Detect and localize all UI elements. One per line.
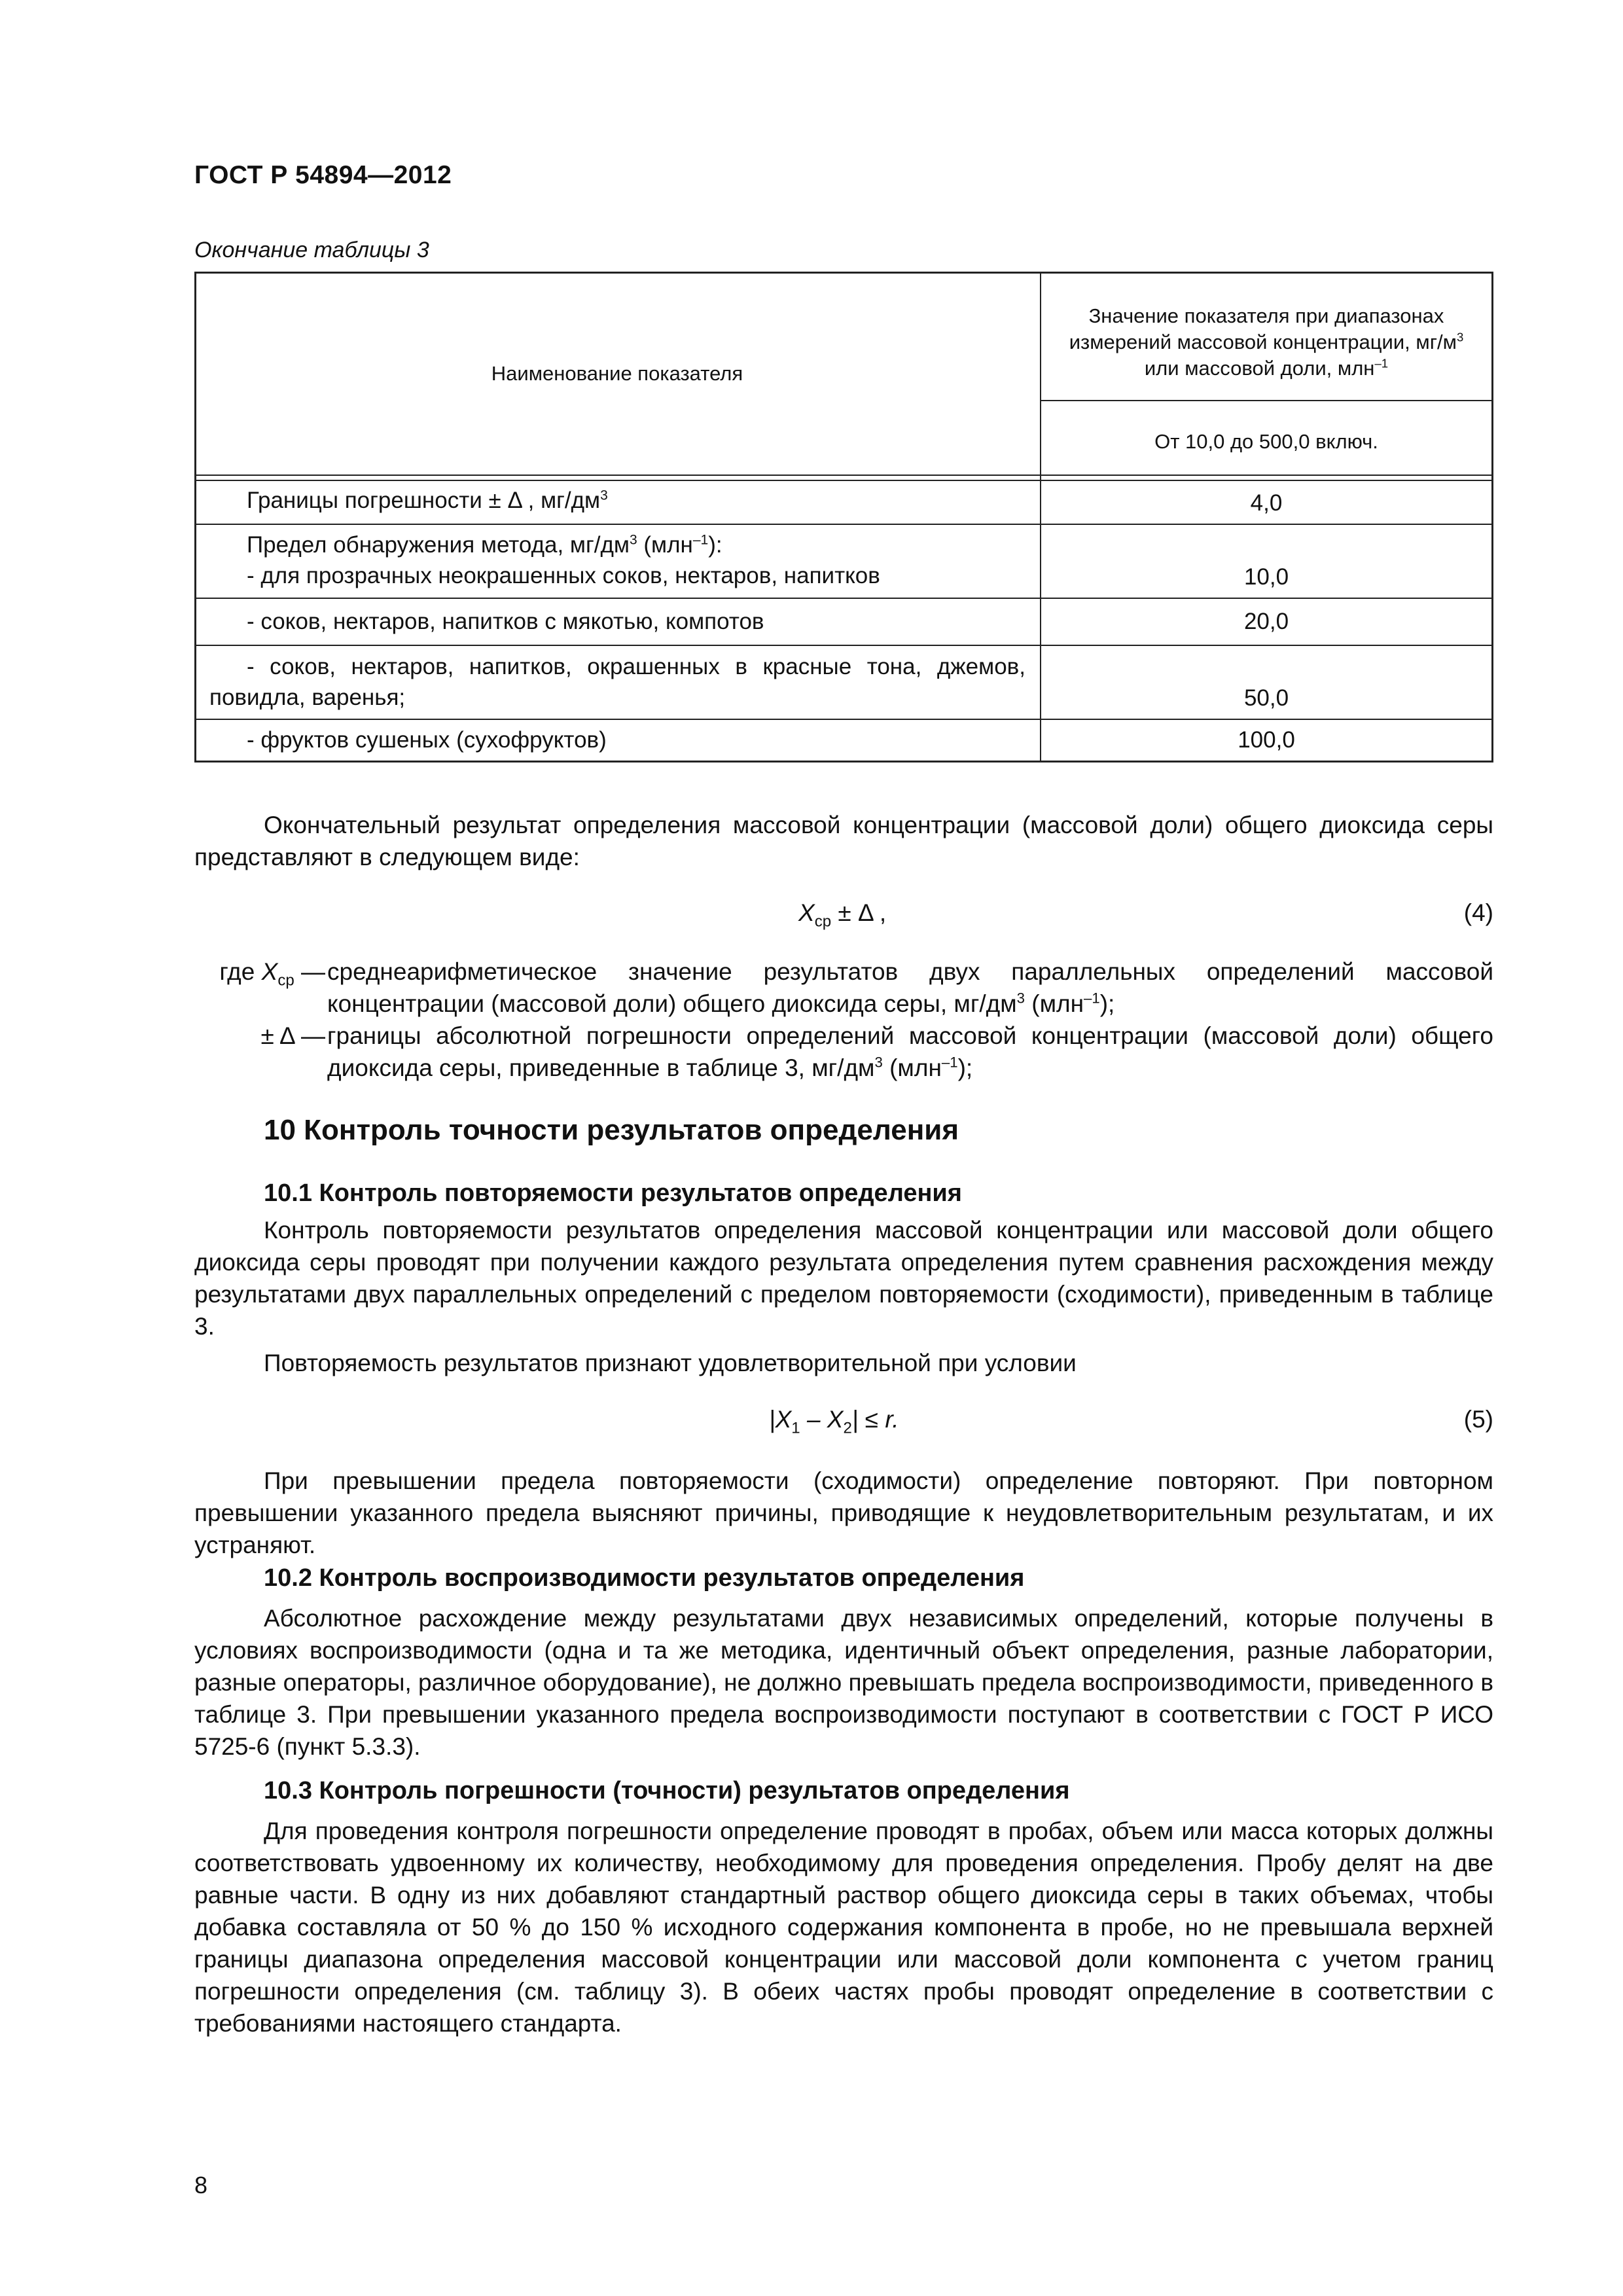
column-header-value — [1041, 303, 1491, 382]
subsection-heading-10-1: 10.1 Контроль повторяемости результатов определения — [264, 1179, 962, 1207]
paragraph-10-1-3: При превышении предела повторяемости (сходимости) определение повторяют. При повторном превышении указанного предела выясняют причины, приводящие к неудовлетворительным результатам, и их устраняют. — [194, 1467, 1493, 1558]
table-row-value: 10,0 — [1243, 564, 1289, 590]
column-header-value-line2: измерений массовой концентрации, $мг/м^3$ — [1069, 330, 1464, 353]
table-caption: Окончание таблицы 3 — [194, 238, 429, 262]
subsection-heading-10-3: 10.3 Контроль погрешности (точности) результатов определения — [264, 1777, 1070, 1804]
formula-4: $X_{ср} \pm \Delta$ , — [798, 899, 887, 931]
table-row-name: Предел обнаружения метода, $мг/дм^3$ (млн$^{-1}$): - для прозрачных неокрашенных соков, нектаров, напитков — [247, 532, 880, 588]
paragraph-final-result: Окончательный результат определения массовой концентрации (массовой доли) общего диоксида серы представляют в следующем виде: — [194, 812, 1493, 870]
column-subheader-range: От 10,0 до 500,0 включ. — [1154, 430, 1378, 453]
paragraph-10-3-1: Для проведения контроля погрешности определение проводят в пробах, объем или масса которых должны соответствовать удвоенному их количеству, необходимому для проведения определения. Пробу делят на две равные части. В одну из них добавляют стандартный раствор общего диоксида серы в таких объемах, чтобы добавка составляла от 50 % до 150 % исходного содержания компонента в пробе, но не превышала верхней границы диапазона определения массовой концентрации или массовой доли компонента с учетом границ погрешности определения (см. таблицу 3). В обеих частях пробы проводят определение в соответствии с требованиями настоящего стандарта. — [194, 1818, 1493, 2037]
column-header-value-line3: или массовой доли, млн$^{-1}$ — [1144, 356, 1389, 380]
where-text: границы абсолютной погрешности определений массовой концентрации (массовой доли) общего диоксида серы, приведенные в таблице 3, $мг/дм^3$ (млн$^{-1}$); — [327, 1022, 1493, 1081]
table-row-name: - соков, нектаров, напитков, окрашенных в красные тона, джемов, повидла, варенья; — [209, 654, 1026, 710]
paragraph-10-1-2: Повторяемость результатов признают удовлетворительной при условии — [264, 1350, 1077, 1376]
where-item-xcp — [0, 956, 1623, 1021]
table-row-name: - фруктов сушеных (сухофруктов) — [247, 727, 607, 753]
table-row-name: - соков, нектаров, напитков с мякотью, компотов — [247, 609, 764, 634]
where-item-delta — [0, 1020, 1623, 1085]
where-label: ± Δ — — [260, 1022, 325, 1049]
paragraph-10-1-1: Контроль повторяемости результатов определения массовой концентрации или массовой доли общего диоксида серы проводят при получении каждого результата определения путем сравнения расхождения между результатами двух параллельных определений с пределом повторяемости (сходимости), приведенным в таблице 3. — [194, 1217, 1493, 1340]
subsection-heading-10-2: 10.2 Контроль воспроизводимости результатов определения — [264, 1564, 1025, 1592]
formula-4-number: (4) — [1463, 899, 1493, 926]
where-text: среднеарифметическое значение результатов двух параллельных определений массовой концентрации (массовой доли) общего диоксида серы, $мг/дм^3$ (млн$^{-1}$); — [327, 958, 1493, 1017]
formula-5-number: (5) — [1463, 1406, 1493, 1433]
where-label: где $X_{ср}$ — — [219, 958, 325, 990]
column-header-name: Наименование показателя — [491, 362, 743, 385]
page-number: 8 — [194, 2172, 208, 2198]
paragraph-10-2-1: Абсолютное расхождение между результатами двух независимых определений, которые получены в условиях воспроизводимости (одна и та же методика, идентичный объект определения, разные лаборатории, разные операторы, различное оборудование), не должно превышать предела воспроизводимости, приведенного в таблице 3. При превышении указанного предела воспроизводимости поступают в соответствии с ГОСТ Р ИСО 5725-6 (пункт 5.3.3). — [194, 1605, 1493, 1760]
table-3-end — [194, 272, 1493, 762]
document-id: ГОСТ Р 54894—2012 — [194, 161, 452, 189]
column-header-value-line1: Значение показателя при диапазонах — [1088, 304, 1444, 327]
table-row-name: Границы погрешности ± Δ , $мг/дм^3$ — [247, 488, 608, 513]
table-row-value: 50,0 — [1243, 685, 1289, 711]
table-row-value: 100,0 — [1238, 727, 1295, 753]
section-heading-10: 10 Контроль точности результатов определения — [264, 1114, 959, 1146]
table-row-value: 20,0 — [1243, 609, 1289, 634]
table-row-value: 4,0 — [1250, 490, 1283, 516]
formula-5: $|X_1 - X_2| \le r$. — [769, 1406, 899, 1437]
